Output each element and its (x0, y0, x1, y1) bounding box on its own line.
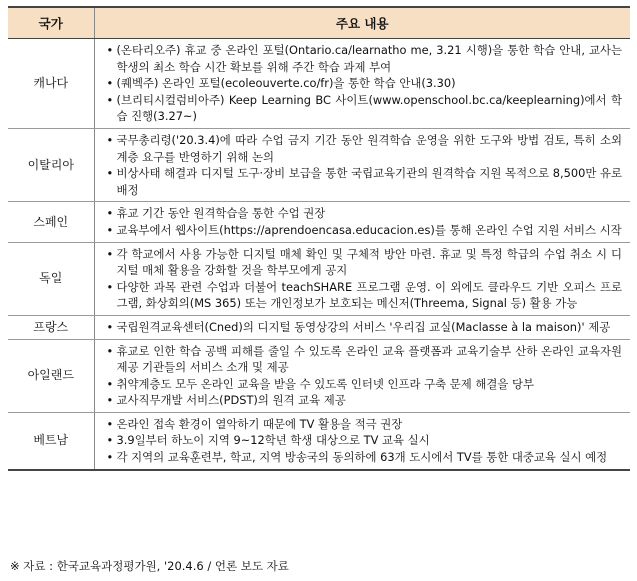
list-item-text: (온타리오주) 휴교 중 온라인 포털(Ontario.ca/learnatho me, 3.21 시행)을 통한 학습 안내, 교사는 학생의 최소 학습 시간 확보를 위해 주간 학습 과제 부여 (116, 43, 622, 74)
country-cell: 이탈리아 (8, 128, 94, 201)
table-row (8, 339, 630, 412)
table-row (8, 128, 630, 201)
source-note: ※ 자료 : 한국교육과정평가원, '20.4.6 / 언론 보도 자료 (10, 559, 289, 573)
bullet-icon: • (106, 279, 114, 294)
list-item (107, 392, 623, 409)
list-item (107, 343, 623, 376)
list-item-text: 국립원격교육센터(Cned)의 디지털 동영상강의 서비스 '우리집 교실(Maclasse à la maison)' 제공 (116, 319, 611, 334)
list-item-text: 3.9일부터 하노이 지역 9~12학년 학생 대상으로 TV 교육 실시 (116, 433, 430, 448)
bullet-icon: • (106, 376, 114, 391)
content-cell (94, 242, 630, 315)
content-cell (94, 339, 630, 412)
content-cell (94, 412, 630, 469)
list-item (107, 416, 623, 433)
list-item (107, 92, 623, 125)
bullet-icon: • (106, 132, 114, 147)
list-item (107, 319, 623, 336)
table-row (8, 412, 630, 469)
content-cell (94, 39, 630, 129)
list-item (107, 246, 623, 279)
bullet-icon: • (106, 319, 114, 334)
content-cell (94, 128, 630, 201)
list-item-text: 비상사태 해결과 디지털 도구·장비 보급을 통한 국립교육기관의 원격학습 지원 목적으로 8,500만 유로 배정 (116, 166, 622, 197)
content-cell (94, 202, 630, 242)
list-item (107, 132, 623, 165)
list-item (107, 222, 623, 239)
list-item-text: 각 학교에서 사용 가능한 디지털 매체 확인 및 구체적 방안 마련. 휴교 및 특정 학급의 수업 취소 시 디지털 매체 활용을 강화할 것을 학부모에게 공지 (116, 246, 622, 278)
content-cell (94, 315, 630, 339)
country-cell: 프랑스 (8, 315, 94, 339)
bullet-icon: • (106, 450, 114, 465)
list-item-text: 휴교로 인한 학습 공백 피해를 줄일 수 있도록 온라인 교육 플랫폼과 교육기술부 산하 온라인 교육자원 제공 기관들의 서비스 소개 및 제공 (116, 343, 622, 375)
bullet-icon: • (106, 343, 114, 358)
table-row (8, 242, 630, 315)
list-item-text: (브리티시컬럼비아주) Keep Learning BC 사이트(www.openschool.bc.ca/keeplearning)에서 학습 진행(3.27~) (116, 92, 622, 124)
bullet-icon: • (106, 92, 114, 107)
country-comparison-table (8, 6, 630, 471)
bullet-icon: • (106, 76, 114, 91)
list-item (107, 376, 623, 393)
table-row (8, 315, 630, 339)
bullet-icon: • (106, 222, 114, 237)
list-item-text: 각 지역의 교육훈련부, 학교, 지역 방송국의 동의하에 63개 도시에서 TV를 통한 대중교육 실시 예정 (116, 450, 608, 465)
bullet-icon: • (106, 246, 114, 261)
bullet-icon: • (106, 393, 114, 408)
bullet-icon: • (106, 206, 114, 221)
list-item-text: (퀘벡주) 온라인 포털(ecoleouverte.co/fr)을 통한 학습 안내(3.30) (116, 76, 456, 91)
header-content: 주요 내용 (94, 7, 630, 39)
list-item (107, 432, 623, 449)
table-body (8, 39, 630, 470)
list-item (107, 279, 623, 312)
list-item (107, 42, 623, 75)
bullet-icon: • (106, 43, 114, 57)
country-cell: 캐나다 (8, 39, 94, 129)
country-cell: 독일 (8, 242, 94, 315)
country-cell: 스페인 (8, 202, 94, 242)
country-cell: 아일랜드 (8, 339, 94, 412)
header-country: 국가 (8, 7, 94, 39)
table-header-row (8, 7, 630, 39)
country-cell: 베트남 (8, 412, 94, 469)
list-item-text: 다양한 과목 관련 수업과 더불어 teachSHARE 프로그램 운영. 이 외에도 클라우드 기반 오피스 프로그램, 화상회의(MS 365) 또는 개인정보가 보호되는 메신저(Threema, Signal 등) 활용 가능 (116, 279, 622, 311)
list-item-text: 국무총리령('20.3.4)에 따라 수업 금지 기간 동안 원격학습 운영을 위한 도구와 방법 검토, 특히 소외계층 요구를 반영하기 위해 논의 (116, 132, 622, 164)
list-item (107, 165, 623, 198)
table-row (8, 202, 630, 242)
list-item-text: 취약계층도 모두 온라인 교육을 받을 수 있도록 인터넷 인프라 구축 문제 해결을 당부 (116, 376, 535, 391)
bullet-icon: • (106, 166, 114, 181)
list-item-text: 휴교 기간 동안 원격학습을 통한 수업 권장 (116, 206, 326, 221)
list-item (107, 75, 623, 92)
list-item-text: 교육부에서 웹사이트(https://aprendoencasa.educacion.es)를 통해 온라인 수업 지원 서비스 시작 (116, 222, 622, 237)
list-item (107, 205, 623, 222)
table-row (8, 39, 630, 129)
bullet-icon: • (106, 416, 114, 431)
list-item-text: 온라인 접속 환경이 열악하기 때문에 TV 활용을 적극 권장 (116, 416, 403, 431)
list-item-text: 교사직무개발 서비스(PDST)의 원격 교육 제공 (116, 393, 346, 408)
list-item (107, 449, 623, 466)
bullet-icon: • (106, 433, 114, 448)
